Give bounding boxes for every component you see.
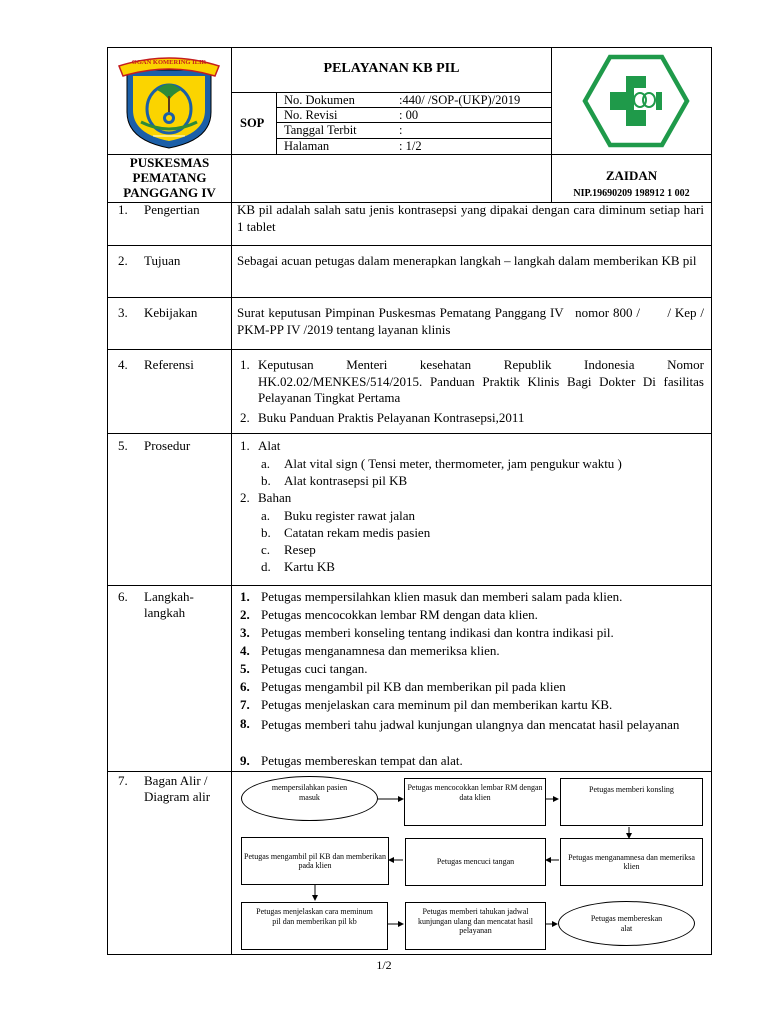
signer-name: ZAIDAN xyxy=(605,168,658,183)
document-title: PELAYANAN KB PIL xyxy=(323,61,460,76)
section-number: 1. xyxy=(118,202,128,217)
section-number: 7. xyxy=(118,773,128,788)
doc-field-value: :440/ /SOP-(UKP)/2019 xyxy=(399,93,521,107)
section-number: 2. xyxy=(118,253,128,268)
procedure-item: Alat kontrasepsi pil KB xyxy=(284,473,408,488)
sep-5 xyxy=(107,433,712,434)
step-number: 4. xyxy=(240,643,250,658)
section-label: Diagram alir xyxy=(144,789,211,804)
section-label: Bagan Alir / xyxy=(144,773,208,788)
section-text: Surat keputusan Pimpinan Puskesmas Pematang Panggang IV nomor 800 / / Kep / PKM-PP IV /2019 tentang layanan klinis xyxy=(237,305,708,337)
section-number: 5. xyxy=(118,438,128,453)
section-label: Langkah- xyxy=(144,589,194,604)
doc-field-label: Tanggal Terbit xyxy=(284,123,357,137)
step-text: Petugas memberi konseling tentang indikasi dan kontra indikasi pil. xyxy=(261,625,614,640)
reference-number: 2. xyxy=(240,410,250,425)
puskesmas-logo xyxy=(582,54,690,148)
section-label: Referensi xyxy=(144,357,194,372)
section-label: langkah xyxy=(144,605,186,620)
step-text: Petugas mempersilahkan klien masuk dan memberi salam pada klien. xyxy=(261,589,623,604)
step-number: 8. xyxy=(240,716,250,731)
doc-field-label: No. Revisi xyxy=(284,108,338,122)
procedure-letter: b. xyxy=(261,473,271,488)
org-name-line3: PANGGANG IV xyxy=(123,185,216,200)
procedure-item: Kartu KB xyxy=(284,559,335,574)
frame-right xyxy=(711,47,712,955)
section-text: Sebagai acuan petugas dalam menerapkan langkah – langkah dalam memberikan KB pil xyxy=(237,253,697,268)
step-number: 7. xyxy=(240,697,250,712)
section-number: 3. xyxy=(118,305,128,320)
doc-field-label: No. Dokumen xyxy=(284,93,355,107)
logo-text: OGAN KOMERING ILIR xyxy=(131,59,207,66)
procedure-heading: Alat xyxy=(258,438,281,453)
sop-label: SOP xyxy=(240,116,265,130)
procedure-item: Resep xyxy=(284,542,316,557)
sep-2 xyxy=(107,245,712,246)
sep-6 xyxy=(107,585,712,586)
step-text: Petugas mengambil pil KB dan memberikan pil pada klien xyxy=(261,679,566,694)
step-text: Petugas menjelaskan cara meminum pil dan memberikan kartu KB. xyxy=(261,697,613,712)
flow-step-7: Petugas menjelaskan cara meminum pil dan memberikan pil kb xyxy=(241,902,388,950)
reference-item: Buku Panduan Praktis Pelayanan Kontrasepsi,2011 xyxy=(258,410,525,425)
procedure-letter: a. xyxy=(261,508,271,523)
doc-field-value: : 1/2 xyxy=(399,139,422,153)
section-number: 4. xyxy=(118,357,128,372)
frame-bottom xyxy=(107,954,712,955)
step-text: Petugas mencocokkan lembar RM dengan data klien. xyxy=(261,607,538,622)
step-text: Petugas membereskan tempat dan alat. xyxy=(261,753,463,768)
section-number: 6. xyxy=(118,589,128,604)
section-label: Prosedur xyxy=(144,438,191,453)
step-text: Petugas memberi tahu jadwal kunjungan ulangnya dan mencatat hasil pelayanan xyxy=(261,717,680,732)
header-vline-3 xyxy=(276,92,277,154)
reference-number: 1. xyxy=(240,357,250,372)
procedure-letter: d. xyxy=(261,559,271,574)
sep-4 xyxy=(107,349,712,350)
procedure-letter: c. xyxy=(261,542,271,557)
flow-step-4: Petugas menganamnesa dan memeriksa klien xyxy=(560,838,703,886)
doc-field-label: Halaman xyxy=(284,139,330,153)
procedure-letter: a. xyxy=(261,456,271,471)
frame-top xyxy=(107,47,712,48)
reference-item: Keputusan Menteri kesehatan Republik Indonesia Nomor HK.02.02/MENKES/514/2015. Panduan Praktik Klinis Bagi Dokter Di fasilitas Pelayanan Tingkat Pertama xyxy=(258,357,704,405)
flow-step-3: Petugas memberi konsling xyxy=(560,778,703,826)
procedure-letter: b. xyxy=(261,525,271,540)
doc-field-value: : xyxy=(399,123,403,137)
procedure-number: 2. xyxy=(240,490,250,505)
flow-step-2: Petugas mencocokkan lembar RM dengan data klien xyxy=(404,778,546,826)
org-name-line1: PUSKESMAS xyxy=(129,155,210,170)
flow-step-6: Petugas mengambil pil KB dan memberikan pada klien xyxy=(241,837,389,885)
section-label: Pengertian xyxy=(144,202,200,217)
step-number: 5. xyxy=(240,661,250,676)
section-text: KB pil adalah salah satu jenis kontrasepsi yang dipakai dengan cara diminum setiap hari 1 tablet xyxy=(237,202,704,234)
flow-step-1: mempersilahkan pasien masuk xyxy=(241,776,378,821)
procedure-item: Alat vital sign ( Tensi meter, thermometer, jam pengukur waktu ) xyxy=(284,456,622,471)
page-number: 1/2 xyxy=(376,958,392,972)
step-text: Petugas cuci tangan. xyxy=(261,661,368,676)
section-label: Tujuan xyxy=(144,253,181,268)
doc-field-value: : 00 xyxy=(399,108,419,122)
step-number: 3. xyxy=(240,625,250,640)
procedure-item: Catatan rekam medis pasien xyxy=(284,525,431,540)
procedure-heading: Bahan xyxy=(258,490,292,505)
flow-step-5: Petugas mencuci tangan xyxy=(405,838,546,886)
procedure-item: Buku register rawat jalan xyxy=(284,508,416,523)
org-name-line2: PEMATANG xyxy=(132,170,207,185)
step-number: 6. xyxy=(240,679,250,694)
step-number: 2. xyxy=(240,607,250,622)
procedure-number: 1. xyxy=(240,438,250,453)
step-number: 1. xyxy=(240,589,250,604)
section-label: Kebijakan xyxy=(144,305,198,320)
signer-nip: NIP.19690209 198912 1 002 xyxy=(573,188,690,199)
step-text: Petugas menganamnesa dan memeriksa klien. xyxy=(261,643,500,658)
flow-step-8: Petugas memberi tahukan jadwal kunjungan ulang dan mencatat hasil pelayanan xyxy=(405,902,546,950)
district-logo xyxy=(113,52,225,150)
step-number: 9. xyxy=(240,753,250,768)
sep-3 xyxy=(107,297,712,298)
flow-step-9: Petugas membereskan alat xyxy=(558,901,695,946)
